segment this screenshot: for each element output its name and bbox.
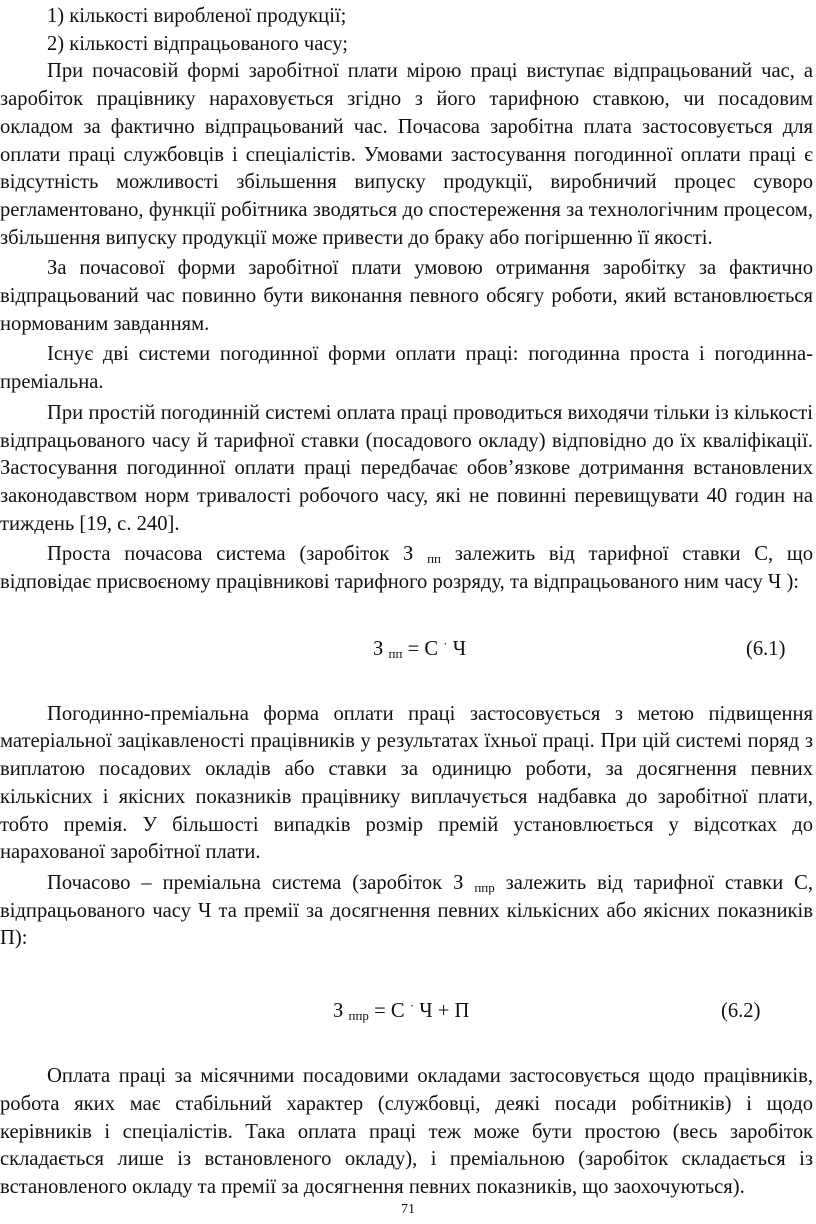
text-segment: Проста почасова система (заробіток З [47, 543, 414, 566]
formula-number: (6.1) [746, 637, 786, 660]
list-item-1: 1) кількості виробленої продукції; [47, 5, 347, 27]
paragraph-monthly-salary: Оплата праці за місячними посадовими окладами застосовується щодо працівників, робота яких має стабільний характер (службовці, деякі посади робітників) і щодо керівників і спеціалістів. Така оплата праці теж може бути простою (весь заробіток складається лише із встановленого окладу), і преміальною (заробіток складається із встановленого окладу та премії за досягнення певних показників, що заохочуються). [0, 1065, 813, 1198]
paragraph-simple-system: При простій погодинній системі оплата праці проводиться виходячи тільки із кількості відпрацьованого часу й тарифної ставки (посадового окладу) відповідно до їх кваліфікації. Застосування погодинної оплати праці передбачає обов’язкове дотримання встановлених законодавством норм тривалості робочого часу, які не повинні перевищувати 40 годин на тиждень [19, с. 240]. [0, 401, 813, 535]
formula-subscript: пп [388, 645, 403, 661]
formula-rhs-a: = С [374, 1000, 405, 1023]
formula-6-1 [0, 635, 813, 663]
formula-rhs-b: Ч [452, 637, 467, 660]
formula-lhs: З [333, 1000, 344, 1023]
formula-rhs-a: = С [407, 637, 439, 660]
text-segment: залежить від тарифної ставки С, відпрацьованого часу Ч та премії за досягнення певних кількісних або якісних показників П): [0, 871, 814, 950]
paragraph-two-systems: Існує дві системи погодинної форми оплати праці: погодинна проста і погодинна-преміальна. [0, 343, 813, 394]
paragraph-premium-form: Погодинно-преміальна форма оплати праці застосовується з метою підвищення матеріальної зацікавленості працівників у результатах їхньої праці. При цій системі поряд з виплатою посадових окладів або ставки за одиницю роботи, за досягнення певних кількісних і якісних показників працівнику виплачується надбавка до заробітної плати, тобто премія. У більшості випадків розмір премій установлюється у відсотках до нарахованої заробітної плати. [0, 702, 813, 864]
page-number: 71 [401, 1202, 415, 1217]
formula-expression [333, 997, 469, 1025]
formula-subscript: ппр [348, 1008, 369, 1024]
text-segment: Почасово – преміальна система (заробіток З [47, 871, 464, 894]
formula-expression [373, 635, 466, 663]
multiply-dot: · [409, 998, 415, 1014]
multiply-dot: · [443, 635, 448, 651]
text-segment: залежить від тарифної ставки С, що відповідає присвоєному працівникові тарифного розряду, та відпрацьованого ним часу Ч ): [0, 543, 814, 594]
formula-number: (6.2) [721, 1000, 761, 1023]
formula-rhs-b: Ч + П [419, 1000, 470, 1023]
paragraph-premium-formula-intro [0, 870, 813, 953]
paragraph-hourly-wage: При почасовій формі заробітної плати мірою праці виступає відпрацьований час, а заробіток працівнику нараховується згідно з його тарифною ставкою, чи посадовим окладом за фактично відпрацьований час. Почасова заробітна плата застосовується для оплати праці службовців і спеціалістів. Умовами застосування погодинної оплати праці є відсутність можливості збільшення випуску продукції, виробничий процес суворо регламентовано, функції робітника зводяться до спостереження за технологічним процесом, збільшення випуску продукції може привести до браку або погіршенню її якості. [0, 60, 813, 249]
subscript: пп [427, 551, 441, 567]
subscript: ппр [474, 879, 495, 895]
paragraph-simple-formula-intro [0, 541, 813, 596]
paragraph-hourly-condition: За почасової форми заробітної плати умовою отримання заробітку за фактично відпрацьований час повинно бути виконання певного обсягу роботи, який встановлюється нормованим завданням. [0, 257, 813, 335]
list-item-2: 2) кількості відпрацьованого часу; [47, 32, 348, 55]
formula-6-2 [0, 997, 813, 1025]
formula-lhs: З [373, 637, 384, 660]
document-page [0, 3, 816, 1205]
